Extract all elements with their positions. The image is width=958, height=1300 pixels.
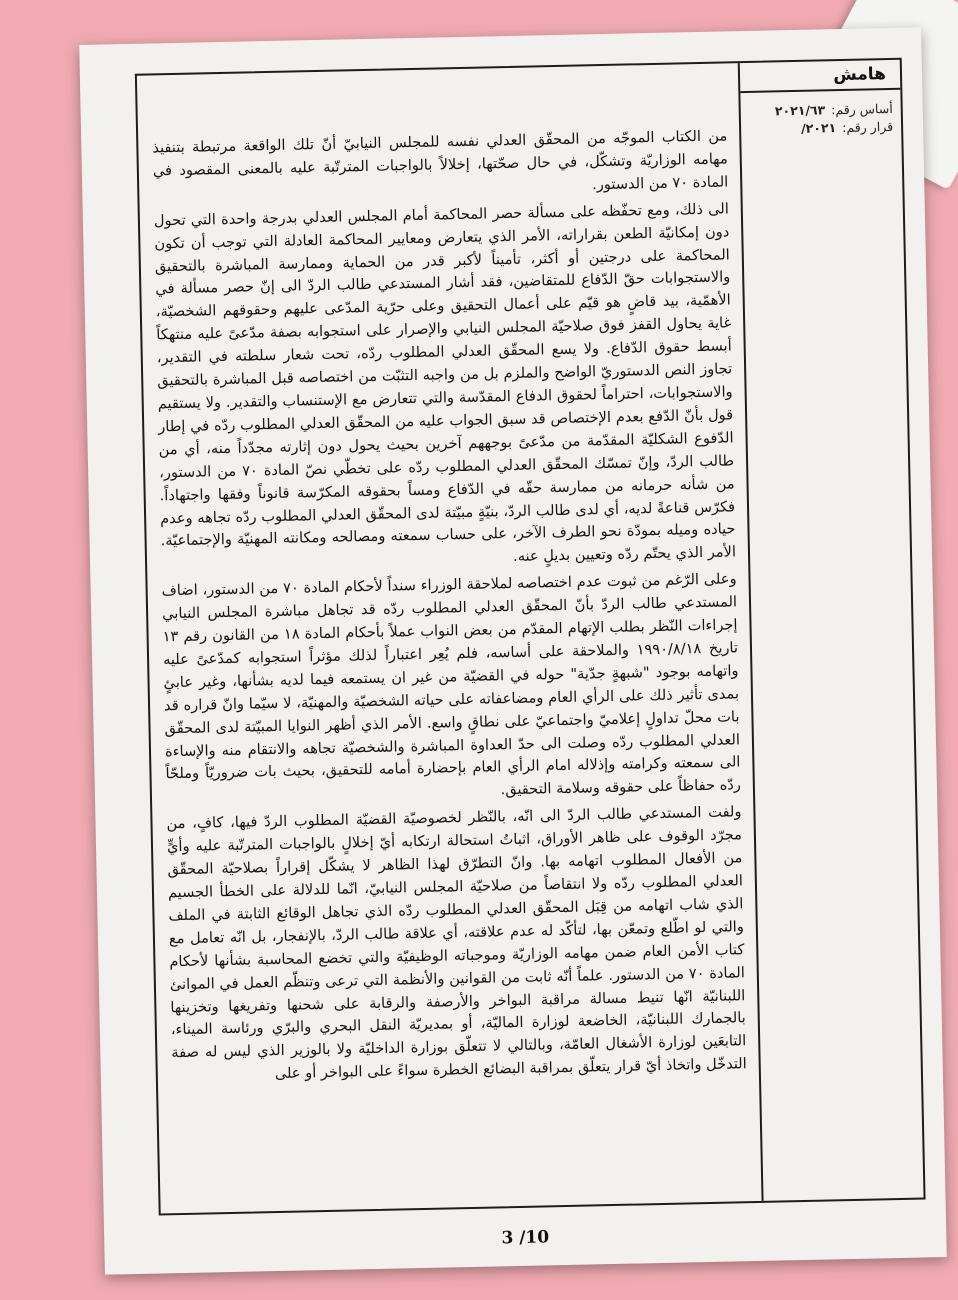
page-frame [135, 58, 926, 1216]
case-number-value: ٢٠٢١/٦٣ [774, 102, 826, 119]
decision-number-row [741, 118, 893, 139]
case-number-label: أساس رقم: [831, 100, 893, 118]
paragraph: من الكتاب الموجّه من المحقّق العدلي نفسه للمجلس النيابيّ أنّ تلك الواقعة مرتبطة بتنفيذ مهامه الوزاريّة وتشكّل، في حال صحّتها، إخلالاً بالواجبات المترتّبة عليه بالمعنى المقصود في المادة ٧٠ من الدستور. [152, 127, 729, 194]
decision-number-value: ٢٠٢١/ [800, 120, 837, 136]
margin-column [738, 60, 924, 1201]
margin-header: هامش [740, 60, 901, 93]
decision-number-label: قرار رقم: [842, 118, 894, 135]
body-text [152, 125, 747, 1088]
paragraph: ولفت المستدعي طالب الردّ الى انّه، بالنّظر لخصوصيّة القضيّة المطلوب الردّ فيها، كافٍ، من مجرّد الوقوف على ظاهر الأوراق، اثباتُ استحالة ارتكابه أيّ إخلالٍ بالواجبات المترتّبة عليه وأيٍّ من الأفعال المطلوب اتهامه بها. وانّ التطرّق لهذا الظاهر لا يشكّل إقراراً بصلاحيّة المحقّق العدلي المطلوب ردّه ولا انتقاصاً من صلاحيّة المجلس النيابيّ، انّما للدلالة على الخطأ الجسيم الذي شاب اتهامه من قِبَل المحقّق العدلي المطلوب ردّه الذي تجاهل الوقائع الثابتة في الملف والتي لو اطّلع وتمعّن بها، لتأكّد له عدم علاقته، أي علاقة طالب الردّ، بالإنفجار، بل انّه تعامل مع كتاب الأمن العام ضمن مهامه الوزاريّة وموجباته الوظيفيّة والتي تخضع المحاسبة بشأنها لأحكام المادة ٧٠ من الدستور. علماً أنّه ثابت من القوانين والأنظمة التي ترعى وتنظّم العمل في الموانئ اللبنانيّة انّها تنيط مسالة مراقبة البواخر والأرصفة والرقابة على شحنها وتفريغها وتخزينها بالجمارك اللبنانيّة، الخاضعة لوزارة الماليّة، أو بمديريّة النقل البحري والبرّي ورئاسة الميناء، التابعَين لوزارة الأشغال العامّة، وبالتالي لا تتعلّق بوزارة الداخليّة ولا بالوزير الذي ليس له صفة التدخّل واتخاذ أيّ قرار يتعلّق بمراقبة البضائع الخطرة سواءً على البواخر أو على [166, 803, 747, 1083]
document-page [79, 27, 947, 1274]
case-metadata [740, 90, 901, 139]
page-number: 3 /10 [501, 1227, 550, 1249]
paragraph: الى ذلك، ومع تحفّظه على مسألة حصر المحاكمة أمام المجلس العدلي بدرجة واحدة التي تحول دون إمكانيّة الطعن بقراراته، الأمر الذي يتعارض ومعايير المحاكمة العادلة التي توجب أن تكون المحاكمة على درجتين أو أكثر، تأميناً لأكبر قدر من الحماية وممارسة المباشرة بالتحقيق والاستجوابات حقّ الدّفاع للمتقاضين، فقد أشار المستدعي طالب الردّ الى إنّ حصر مسألة في الأهمّية، بيد قاضٍ هو قيّم على أعمال التحقيق وعلى حرّية المدّعى عليهم وحقوقهم الشخصيّة، غاية يحاول القفز فوق صلاحيّة المجلس النيابي والإصرار على استجوابه بصفة مدّعىً عليه منتهكاً أبسط حقوق الدّفاع. ولا يسع المحقّق العدلي المطلوب ردّه، تحت شعار سلطته في التقدير، تجاوز النص الدستوريّ الواضح والملزم بل من واجبه التثبّت من اختصاصه قبل المباشرة بالتحقيق والاستجوابات، احتراماً لحقوق الدفاع المقدّسة والتي تتعارض مع الإستنساب والتقدير. ولا يستقيم قول بأنّ الدّفع بعدم الإختصاص قد سبق الجواب عليه من المحقّق العدلي المطلوب ردّه في إطار الدّفوع الشكليّة المقدّمة من مدّعىً بوجههم آخرين بحيث يحول دون إثارته مجدّداً منه، أي من طالب الردّ، وإنّ تمسّك المحقّق العدلي المطلوب ردّه على تخطّي نصّ المادة ٧٠ من الدستور، من شأنه حرمانه من ممارسة حقّه في الدّفاع ومساً بحقوقه المكرّسة قانوناً وفقها واجتهاداً. فكرّس قناعةً لديه، أي لدى طالب الردّ، بنيّةٍ مبيّتة لدى المحقّق العدلي المطلوب ردّه تجاهه وعدم حياده وميله بمودّة نحو الطرف الآخر، على حساب سمعته ومصالحه ومكانته المهنيّة والإجتماعيّة. الأمر الذي يحتّم ردّه وتعيين بديلٍ عنه. [153, 200, 737, 566]
paragraph: وعلى الرّغم من ثبوت عدم اختصاصه لملاحقة الوزراء سنداً لأحكام المادة ٧٠ من الدستور، اضاف المستدعي طالب الردّ بأنّ المحقّق العدلي المطلوب ردّه قد تجاهل مباشرة المجلس النيابي إجراءات النّظر بطلب الإتهام المقدّم من بعض النواب عملاً بأحكام المادة ١٨ من القانون رقم ١٣ تاريخ ١٩٩٠/٨/١٨ والملاحقة على أساسه، فلم يُعِر اعتباراً لذلك مؤثراً استجوابه كمدّعىً عليه واتهامه بوجود "شبهةٍ جدّية" حوله في القضيّة من غير ان يستمعه فيما لديه بشأنها، وغير عابئٍ بمدى تأثير ذلك على الرأي العام ومضاعفاته على حياته الشخصيّة والمهنيّة، لا سيّما وانّ قراره قد بات محلّ تداولٍ إعلاميّ واجتماعيّ على نطاقٍ واسع. الأمر الذي أظهر النوايا المبيّتة لدى المحقّق العدلي المطلوب ردّه وصلت الى حدّ العداوة المباشرة والشخصيّة تجاهه والانتقام منه والإساءة الى سمعته وكرامته وإذلاله امام الرأي العام بإحضارة أمامه للتحقيق، بحيث بات ضروريّاً وملحّاً ردّه حفاظاً على حقوقه وسلامة التحقيق. [161, 570, 742, 799]
main-text-column [137, 63, 762, 1213]
